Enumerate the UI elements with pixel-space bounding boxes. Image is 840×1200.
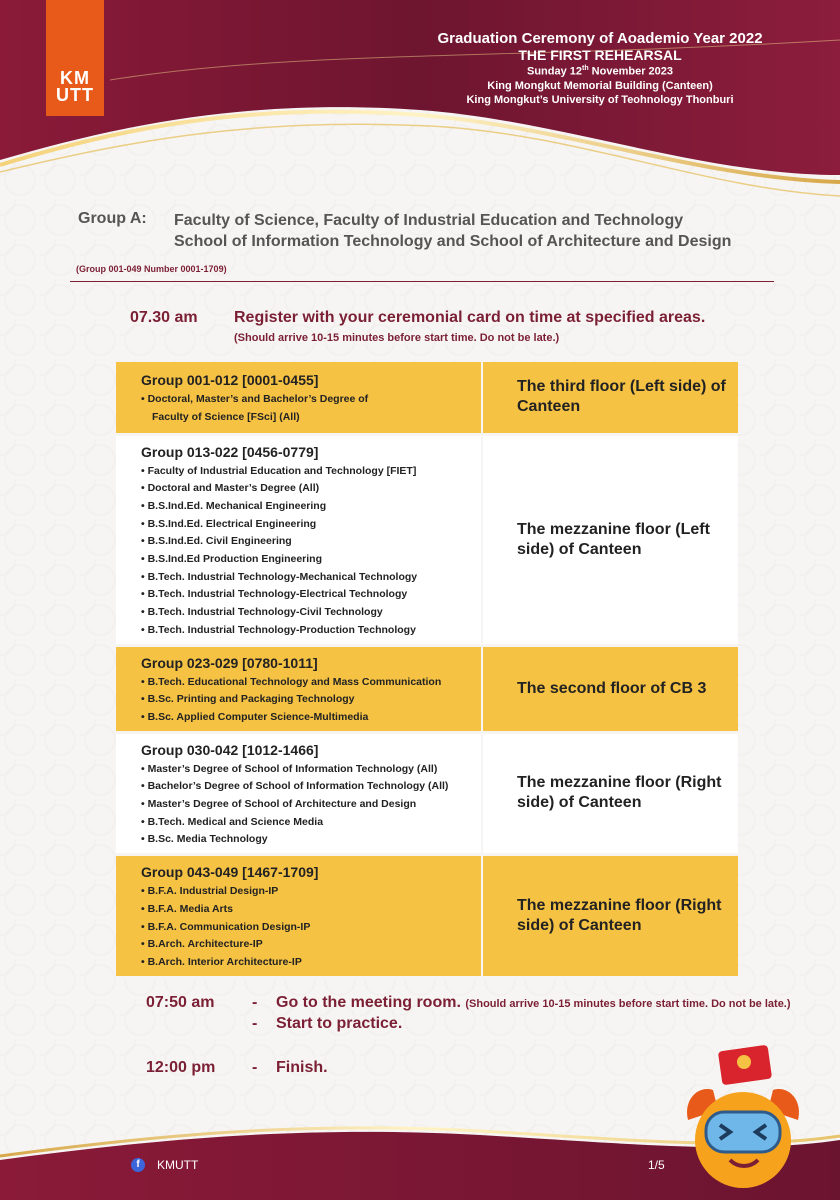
header-title-block xyxy=(390,30,810,106)
logo-text-bottom: UTT xyxy=(56,85,94,105)
program-item: • B.S.Ind.Ed Production Engineering xyxy=(141,553,323,566)
location-cell: The third floor (Left side) of Canteen xyxy=(482,362,738,434)
event-date xyxy=(390,65,810,78)
schedule-row xyxy=(116,362,738,434)
program-item: • B.Tech. Industrial Technology-Civil Technology xyxy=(141,606,383,619)
program-item: • B.F.A. Media Arts xyxy=(141,902,233,915)
location-cell: The mezzanine floor (Right side) of Canteen xyxy=(482,732,738,855)
program-item: • Doctoral and Master’s Degree (All) xyxy=(141,482,320,495)
date-suffix: th xyxy=(582,65,589,72)
program-item: • Master’s Degree of School of Information Technology (All) xyxy=(141,762,438,775)
schedule-row xyxy=(116,434,738,645)
program-item: • Doctoral, Master’s and Bachelor’s Degree of xyxy=(141,393,369,406)
group-title: Group 023-029 [0780-1011] xyxy=(141,654,318,671)
group-cell xyxy=(116,434,482,645)
agenda-item-meeting xyxy=(276,994,791,1012)
agenda-item-practice: Start to practice. xyxy=(276,1015,403,1032)
faculty-line-1: Faculty of Science, Faculty of Industrial Education and Technology xyxy=(174,212,684,229)
page-number: 1/5 xyxy=(648,1158,665,1172)
group-range: (Group 001-049 Number 0001-1709) xyxy=(76,264,227,274)
group-label: Group A: xyxy=(78,210,147,227)
program-item: • B.Tech. Industrial Technology-Production Technology xyxy=(141,623,416,636)
schedule-table xyxy=(116,362,738,979)
agenda-item-meeting-text: Go to the meeting room. xyxy=(276,994,461,1011)
date-month-year: November 2023 xyxy=(588,65,674,78)
agenda-item-finish: Finish. xyxy=(276,1059,328,1076)
group-cell xyxy=(116,645,482,732)
program-item: • B.Sc. Media Technology xyxy=(141,833,268,846)
mascot-illustration xyxy=(668,1040,818,1190)
program-item: • B.F.A. Industrial Design-IP xyxy=(141,885,279,898)
program-item: • Master’s Degree of School of Architecture and Design xyxy=(141,798,417,811)
group-title: Group 030-042 [1012-1466] xyxy=(141,741,319,758)
logo-text-top: KM xyxy=(60,68,90,88)
rehearsal-title: THE FIRST REHEARSAL xyxy=(518,47,682,63)
agenda-item-meeting-note: (Should arrive 10-15 minutes before start time. Do not be late.) xyxy=(465,998,791,1010)
divider xyxy=(70,281,774,282)
program-item: • B.S.Ind.Ed. Mechanical Engineering xyxy=(141,499,327,512)
group-title: Group 043-049 [1467-1709] xyxy=(141,864,319,881)
program-item: • B.Sc. Applied Computer Science-Multimedia xyxy=(141,710,369,723)
program-item: • B.Tech. Industrial Technology-Mechanical Technology xyxy=(141,570,418,583)
faculty-line-2: School of Information Technology and School of Architecture and Design xyxy=(174,233,732,250)
register-note: (Should arrive 10-15 minutes before start time. Do not be late.) xyxy=(234,332,560,344)
event-venue: King Mongkut Memorial Building (Canteen) xyxy=(487,79,713,92)
location-cell: The mezzanine floor (Right side) of Canteen xyxy=(482,855,738,978)
agenda-dash: - xyxy=(252,994,258,1011)
ceremony-title: Graduation Ceremony of Aoademio Year 2022 xyxy=(437,30,763,47)
program-item: • B.Arch. Architecture-IP xyxy=(141,938,263,951)
group-cell xyxy=(116,855,482,978)
program-item: • B.Arch. Interior Architecture-IP xyxy=(141,955,302,968)
university-name: King Mongkut’s University of Teohnology Thonburi xyxy=(466,93,734,106)
program-item: • B.F.A. Communication Design-IP xyxy=(141,920,311,933)
location-cell: The mezzanine floor (Left side) of Canteen xyxy=(482,434,738,645)
program-item: • B.S.Ind.Ed. Civil Engineering xyxy=(141,535,292,548)
program-item: • B.Tech. Industrial Technology-Electrical Technology xyxy=(141,588,408,601)
schedule-row xyxy=(116,855,738,978)
kmutt-logo xyxy=(46,0,104,116)
schedule-row xyxy=(116,645,738,732)
group-cell xyxy=(116,732,482,855)
group-cell xyxy=(116,362,482,434)
program-item: • B.Sc. Printing and Packaging Technology xyxy=(141,693,355,706)
social-handle: KMUTT xyxy=(157,1158,199,1172)
program-item: • Faculty of Industrial Education and Technology [FIET] xyxy=(141,464,417,477)
program-item: • B.Tech. Educational Technology and Mass Communication xyxy=(141,675,442,688)
group-title: Group 001-012 [0001-0455] xyxy=(141,372,319,389)
facebook-icon: f xyxy=(131,1158,145,1172)
group-title: Group 013-022 [0456-0779] xyxy=(141,443,319,460)
register-time: 07.30 am xyxy=(130,309,198,326)
agenda-dash: - xyxy=(252,1059,258,1076)
date-day: Sunday 12 xyxy=(526,65,583,78)
schedule-row xyxy=(116,732,738,855)
location-cell: The second floor of CB 3 xyxy=(482,645,738,732)
register-text: Register with your ceremonial card on time at specified areas. xyxy=(234,309,706,326)
program-item: • Bachelor’s Degree of School of Information Technology (All) xyxy=(141,780,449,793)
agenda-time-1: 07:50 am xyxy=(146,994,215,1011)
program-item: • B.Tech. Medical and Science Media xyxy=(141,815,324,828)
agenda-time-2: 12:00 pm xyxy=(146,1059,216,1076)
program-item: • B.S.Ind.Ed. Electrical Engineering xyxy=(141,517,317,530)
program-item: Faculty of Science [FSci] (All) xyxy=(152,410,300,423)
group-faculties xyxy=(174,210,794,252)
agenda-dash: - xyxy=(252,1015,258,1032)
